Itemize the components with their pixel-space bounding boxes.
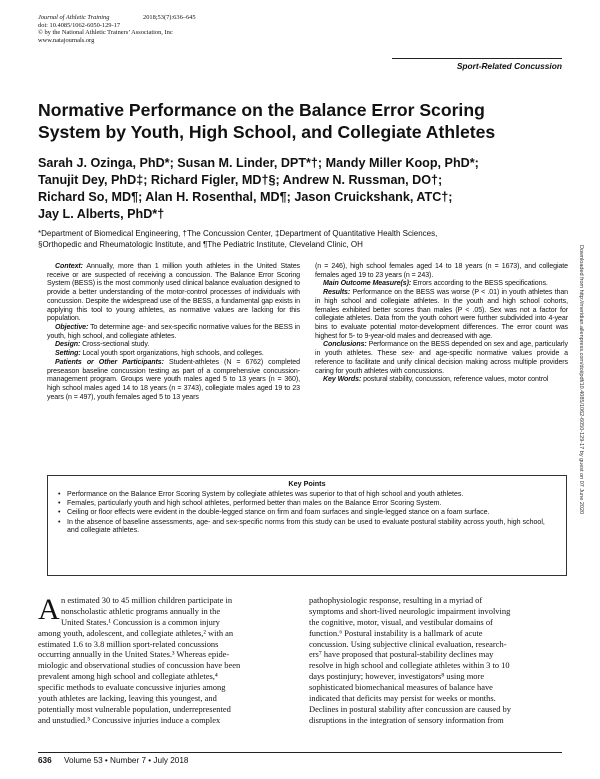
abstract xyxy=(47,263,567,468)
title-line: Normative Performance on the Balance Error Scoring xyxy=(38,100,485,120)
abstract-label: Objective: xyxy=(55,324,89,332)
abstract-text: Annually, more than 1 million youth athletes in the United States receive or are suspected of receiving a concussion. The Balance Error Scoring System (BESS) is the most commonly used clinical balance evaluation designed to provide a better understanding of the motor-control processes of individuals with concussion. Despite the widespread use of the BESS, a fundamental gap exists in applying this tool to young athletes, as normative values are lacking for this population. xyxy=(47,263,300,323)
abstract-participants-continued: (n = 246), high school females aged 14 to 18 years (n = 1673), and collegiate females aged 19 to 23 years (n = 243). xyxy=(315,263,568,279)
body-line: youth athletes are lacking, leaving this youngest, and xyxy=(38,692,217,703)
abstract-objective xyxy=(47,324,300,341)
body-line: among youth, adolescent, and collegiate athletes,² with an xyxy=(38,627,234,638)
key-point-item: • In the absence of baseline assessments, age- and sex-specific norms from this study can be used to evaluate postural stability across youth, high school, and collegiate athletes. xyxy=(58,519,552,536)
abstract-label: Context: xyxy=(55,263,83,270)
body-line: concussion. Using subjective clinical evaluation, research- xyxy=(309,638,507,649)
body-line: ers⁷ have proposed that postural-stability declines may xyxy=(309,649,494,660)
body-line: function.⁶ Postural instability is a hallmark of acute xyxy=(309,627,483,638)
journal-name: Journal of Athletic Training xyxy=(38,14,110,21)
abstract-text: Cross-sectional study. xyxy=(80,341,150,349)
abstract-setting xyxy=(47,350,300,359)
abstract-label: Design: xyxy=(55,341,81,349)
author-line: Richard So, MD¶; Alan H. Rosenthal, MD¶; Jason Cruickshank, ATC†; xyxy=(38,190,453,204)
journal-citation: 2018;53(7):636–645 xyxy=(143,14,196,21)
abstract-text: postural stability, concussion, reference values, motor control xyxy=(361,376,549,384)
abstract-text: Performance on the BESS was worse (P < .01) in youth athletes than in high school and collegiate athletes. In the youth and high school cohorts, females exhibited better scores than males (P < .05). Sex was not a factor for collegiate athletes. Data from the youth cohort were further subdivided into 4-year bins to evaluate potential motor-development differences. The error count was highest for 5- to 9-year-old males and decreased with age. xyxy=(315,289,568,340)
issue-info: Volume 53 • Number 7 • July 2018 xyxy=(63,756,189,765)
body-line: disruptions in the integration of sensory information from xyxy=(309,714,504,725)
abstract-participants xyxy=(47,359,300,403)
body-left-column xyxy=(38,595,291,726)
abstract-label: Key Words: xyxy=(323,376,362,384)
author-line: Jay L. Alberts, PhD*† xyxy=(38,207,165,221)
body-line: days postinjury; however, investigators⁸ using more xyxy=(309,671,485,682)
abstract-label: Patients or Other Participants: xyxy=(55,358,164,366)
affiliation-line: §Orthopedic and Rheumatologic Institute, and ¶The Pediatric Institute, Cleveland Clinic, OH xyxy=(38,240,363,249)
abstract-text: To determine age- and sex-specific normative values for the BESS in youth, high school, and collegiate athletes. xyxy=(47,324,300,340)
abstract-label: Setting: xyxy=(55,350,81,358)
body-line: sophisticated biomechanical measures of balance have xyxy=(309,682,493,692)
body-right-column xyxy=(309,595,562,726)
key-points-box xyxy=(47,475,567,576)
author-list xyxy=(38,155,568,223)
body-line: specific methods to evaluate concussive injuries among xyxy=(38,682,226,692)
body-line: Declines in postural stability after concussion are caused by xyxy=(309,703,511,714)
abstract-left-column xyxy=(47,263,300,403)
abstract-design xyxy=(47,341,300,350)
journal-url: www.natajournals.org xyxy=(38,36,95,44)
key-points-title: Key Points xyxy=(288,479,326,488)
journal-info xyxy=(38,14,196,44)
body-line: potentially most vulnerable population, underrepresented xyxy=(38,703,231,714)
abstract-keywords xyxy=(315,376,568,385)
footer-text xyxy=(38,756,188,765)
abstract-results xyxy=(315,289,568,341)
body-line: occurring annually in the United States.³ Whereas epide- xyxy=(38,649,230,660)
body-line: indicated that deficits may persist for weeks or months. xyxy=(309,692,496,703)
abstract-text: Errors according to the BESS specifications. xyxy=(411,280,548,288)
title-line: System by Youth, High School, and Collegiate Athletes xyxy=(38,122,496,142)
abstract-outcome xyxy=(315,280,568,289)
download-note xyxy=(575,245,585,575)
body-line: prevalent among high school and collegiate athletes,⁴ xyxy=(38,671,218,682)
abstract-context xyxy=(47,263,300,324)
body-line: United States.¹ Concussion is a common injury xyxy=(61,616,220,627)
body-line: and unstudied.⁵ Concussive injuries induce a complex xyxy=(38,714,221,725)
body-line: estimated 1.6 to 3.8 million sport-related concussions xyxy=(38,638,219,649)
body-line: symptoms and short-lived neurologic impairment involving xyxy=(309,605,511,616)
body-line: n estimated 30 to 45 million children participate in xyxy=(61,595,233,605)
abstract-text: Performance on the BESS depended on sex and age, particularly in youth athletes. These sex- and age-specific normative values provide a reference to facilitate and unify clinical decision making across multiple providers caring for youth athletes with concussions. xyxy=(315,341,568,375)
journal-copyright: © by the National Athletic Trainers’ Association, Inc xyxy=(38,29,173,37)
section-label: Sport-Related Concussion xyxy=(456,61,562,71)
page-footer xyxy=(38,752,562,766)
author-line: Tanujit Dey, PhD‡; Richard Figler, MD†§; Andrew N. Russman, DO†; xyxy=(38,173,443,187)
body-line: the cognitive, motor, visual, and vestibular domains of xyxy=(309,616,493,627)
body-line: pathophysiologic response, resulting in a myriad of xyxy=(309,595,483,605)
body-line: miologic and observational studies of concussion have been xyxy=(38,660,241,671)
article-title xyxy=(38,99,568,143)
key-point-item: • Performance on the Balance Error Scoring System by collegiate athletes was superior to that of high school and youth athletes. xyxy=(58,491,552,500)
key-point-item: • Ceiling or floor effects were evident in the double-legged stance on firm and foam surfaces and single-legged stance on a foam surface. xyxy=(58,509,552,518)
abstract-label: Conclusions: xyxy=(323,341,367,349)
banner-rule xyxy=(392,58,562,59)
abstract-label: Main Outcome Measure(s): xyxy=(323,280,412,288)
drop-cap: A xyxy=(38,593,60,626)
author-line: Sarah J. Ozinga, PhD*; Susan M. Linder, DPT*†; Mandy Miller Koop, PhD*; xyxy=(38,156,479,170)
key-point-item: • Females, particularly youth and high school athletes, performed better than males on the Balance Error Scoring System. xyxy=(58,500,552,509)
key-points-list xyxy=(48,491,566,536)
body-line: resolve in high school and collegiate athletes within 3 to 10 xyxy=(309,660,510,671)
section-banner xyxy=(392,58,562,72)
footer-rule xyxy=(38,752,562,753)
abstract-label: Results: xyxy=(323,289,351,297)
journal-doi: doi: 10.4085/1062-6050-129-17 xyxy=(38,21,121,29)
affiliations xyxy=(38,228,568,250)
page-number: 636 xyxy=(38,756,52,765)
abstract-right-column xyxy=(315,263,568,385)
abstract-text: Student-athletes (N = 6762) completed preseason baseline concussion testing as part of a comprehensive concussion-management program. Groups were youth males aged 5 to 13 years (n = 360), high school males aged 14 to 18 years (n = 3743), collegiate males aged 19 to 23 years (n = 497), youth females aged 5 to 13 years xyxy=(47,358,300,401)
abstract-text: Local youth sport organizations, high schools, and colleges. xyxy=(80,350,264,358)
body-line: nonscholastic athletic programs annually in the xyxy=(61,605,221,616)
affiliation-line: *Department of Biomedical Engineering, †The Concussion Center, ‡Department of Quantitative Health Sciences, xyxy=(38,229,438,238)
abstract-conclusions xyxy=(315,341,568,376)
download-note-text: Downloaded from http://meridian.allenpress.com/doi/pdf/10.4085/1062-6050-129-17 by guest on 07 June 2020 xyxy=(578,245,584,515)
